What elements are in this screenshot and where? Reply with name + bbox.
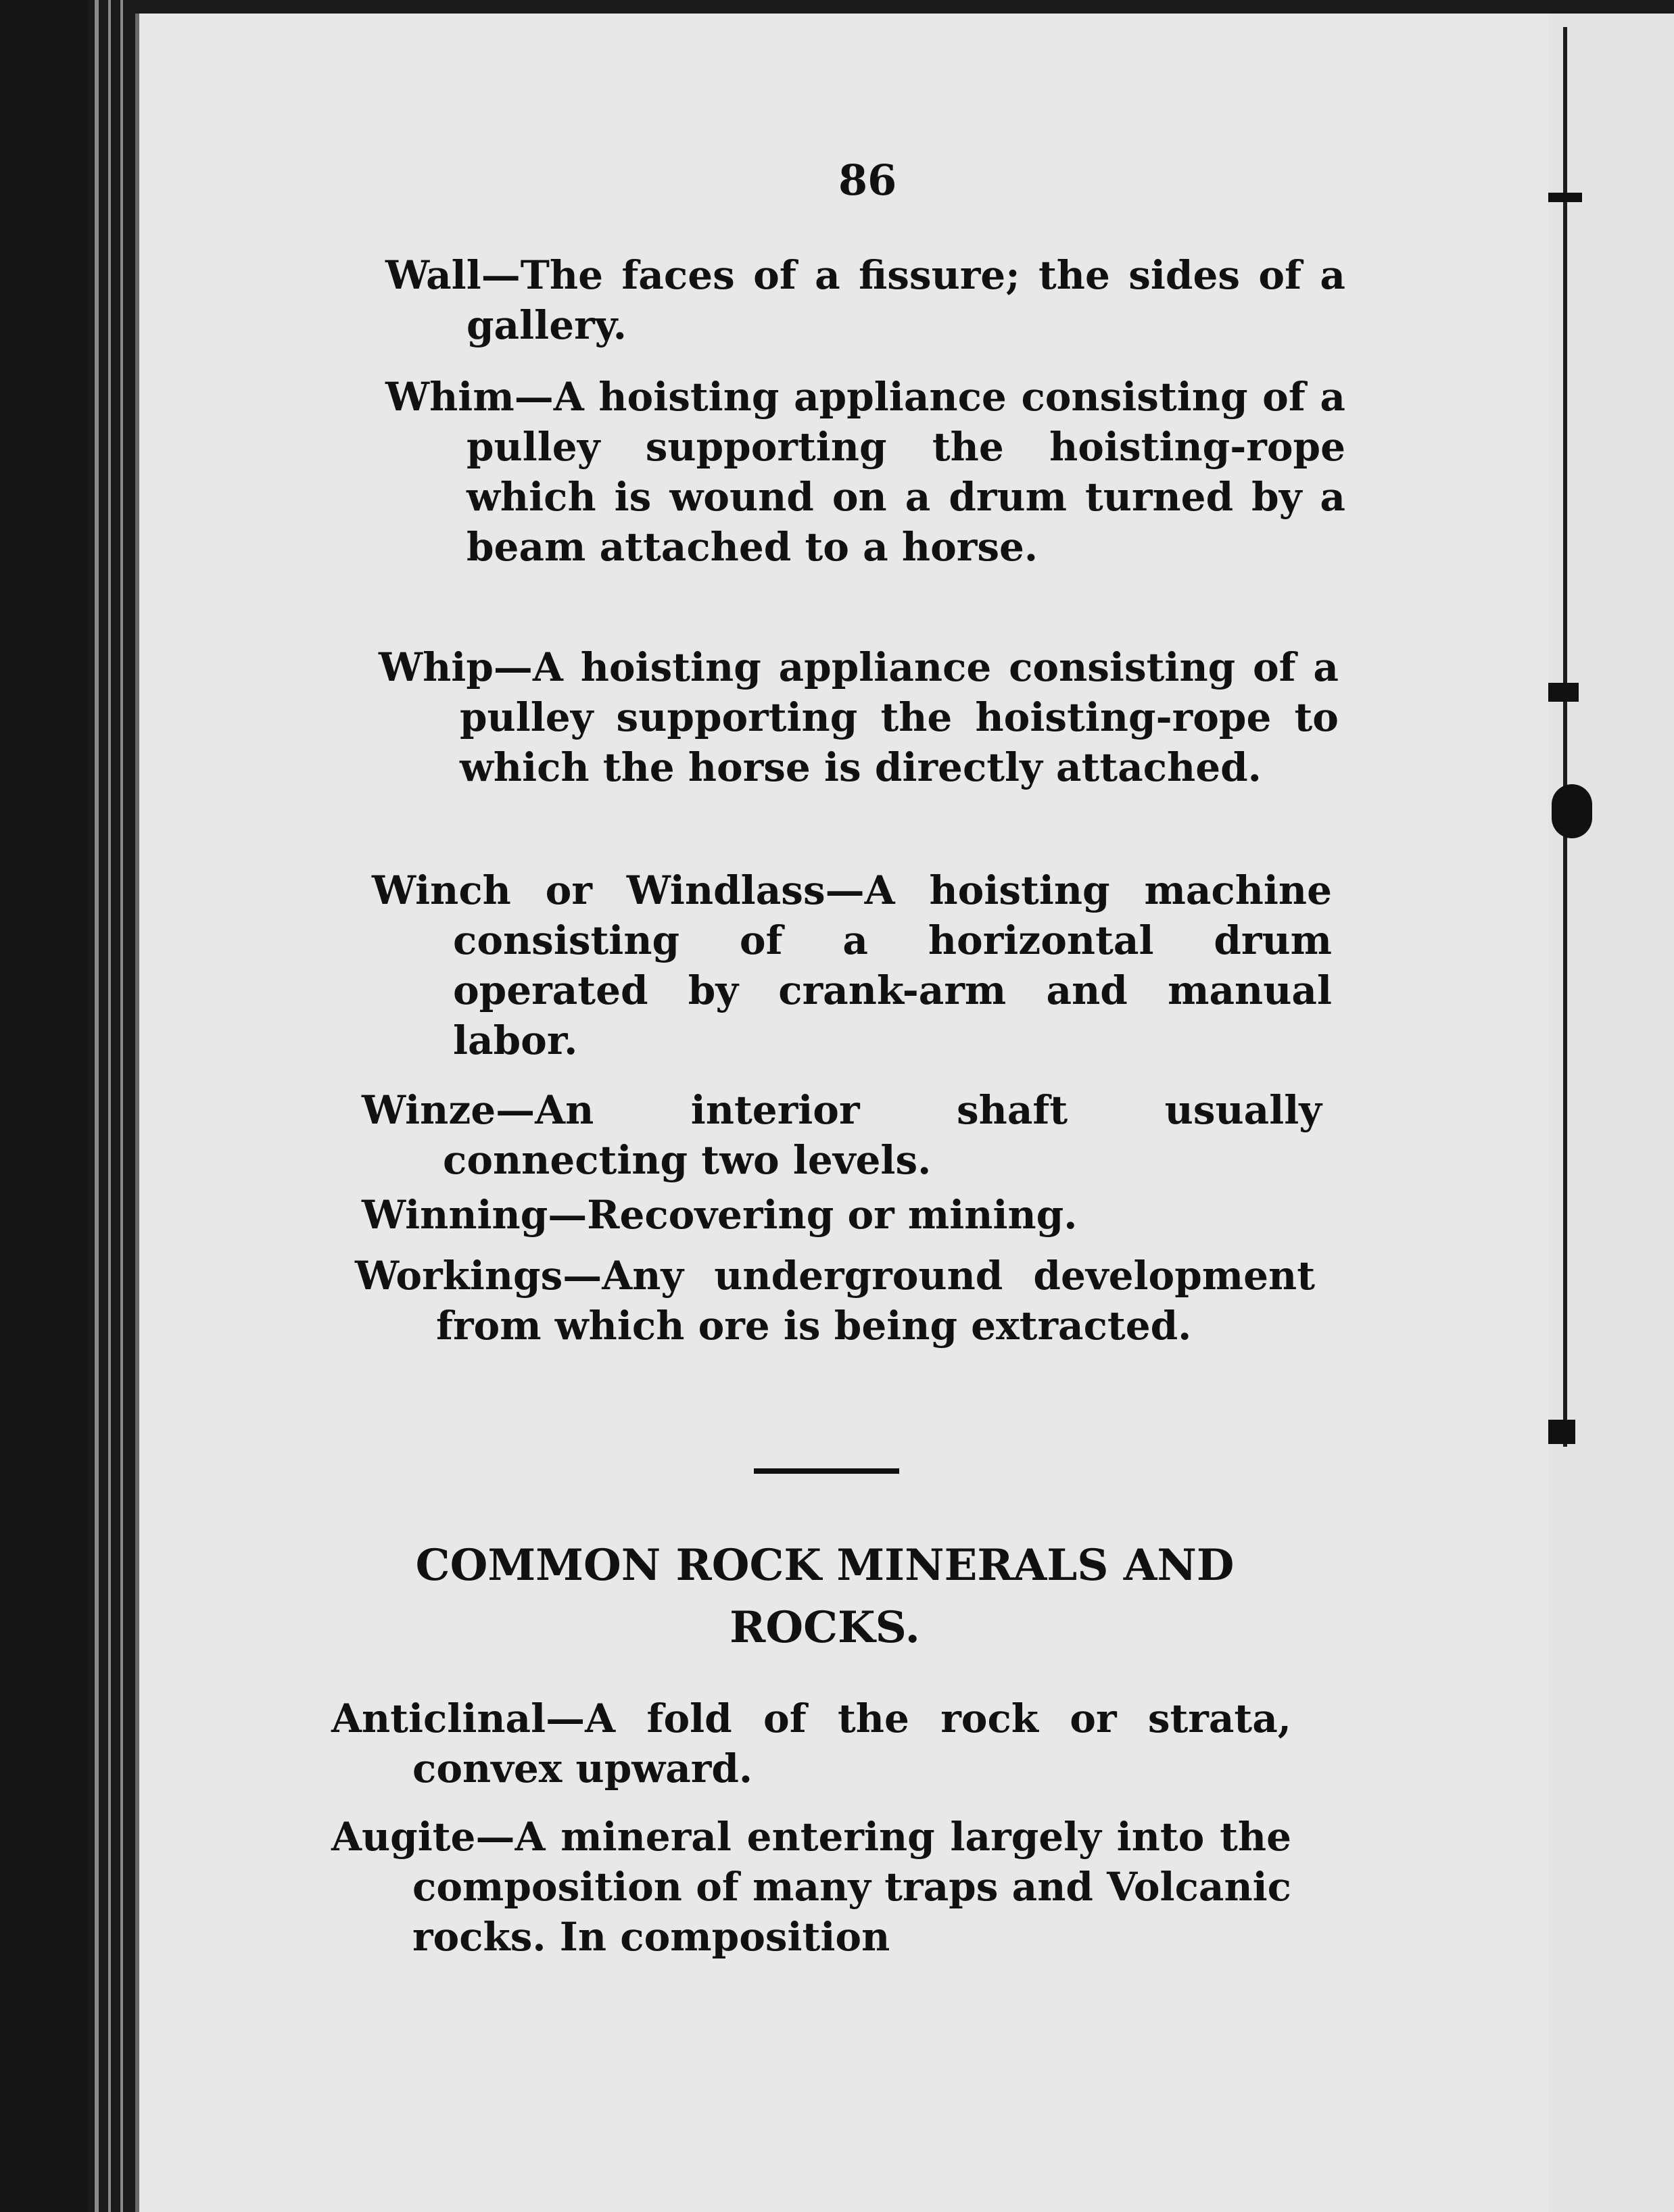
glossary-entry-whip: Whip—A hoisting appliance consisting of a pulley supporting the hoisting-rope to which the horse is directly attached.	[379, 644, 1339, 790]
glossary-entry-winning: Winning—Recovering or mining.	[362, 1192, 1078, 1238]
binding-thread	[1563, 27, 1567, 1447]
binding-stitch	[1548, 1420, 1575, 1444]
page-inner-edge	[135, 14, 139, 2212]
book-edge-left	[0, 0, 88, 2212]
binding-stitch	[1548, 683, 1579, 702]
page-edge-stripe	[95, 0, 99, 2212]
mineral-entry-anticlinal: Anticlinal—A fold of the rock or strata, convex upward.	[331, 1696, 1291, 1792]
binding-stitch	[1548, 193, 1582, 202]
page-number: 86	[838, 155, 897, 205]
mineral-entry-augite: Augite—A mineral entering largely into the composition of many traps and Volcanic rocks. In composition	[331, 1814, 1291, 1960]
section-divider	[754, 1468, 899, 1474]
glossary-entry-winze: Winze—An interior shaft usually connecting two levels.	[362, 1087, 1322, 1183]
ink-blot	[1552, 784, 1592, 838]
glossary-entry-winch: Winch or Windlass—A hoisting machine consisting of a horizontal drum operated by crank-arm and manual labor.	[372, 867, 1332, 1063]
section-heading: COMMON ROCK MINERALS AND ROCKS.	[415, 1540, 1235, 1653]
page-edge-stripe	[108, 0, 111, 2212]
page-edge-stripe	[120, 0, 123, 2212]
glossary-entry-workings: Workings—Any underground development from which ore is being extracted.	[355, 1253, 1315, 1349]
glossary-entry-wall: Wall—The faces of a fissure; the sides of a gallery.	[385, 252, 1345, 348]
glossary-entry-whim: Whim—A hoisting appliance consisting of a pulley supporting the hoisting-rope which is wound on a drum turned by a beam attached to a horse.	[385, 374, 1345, 570]
